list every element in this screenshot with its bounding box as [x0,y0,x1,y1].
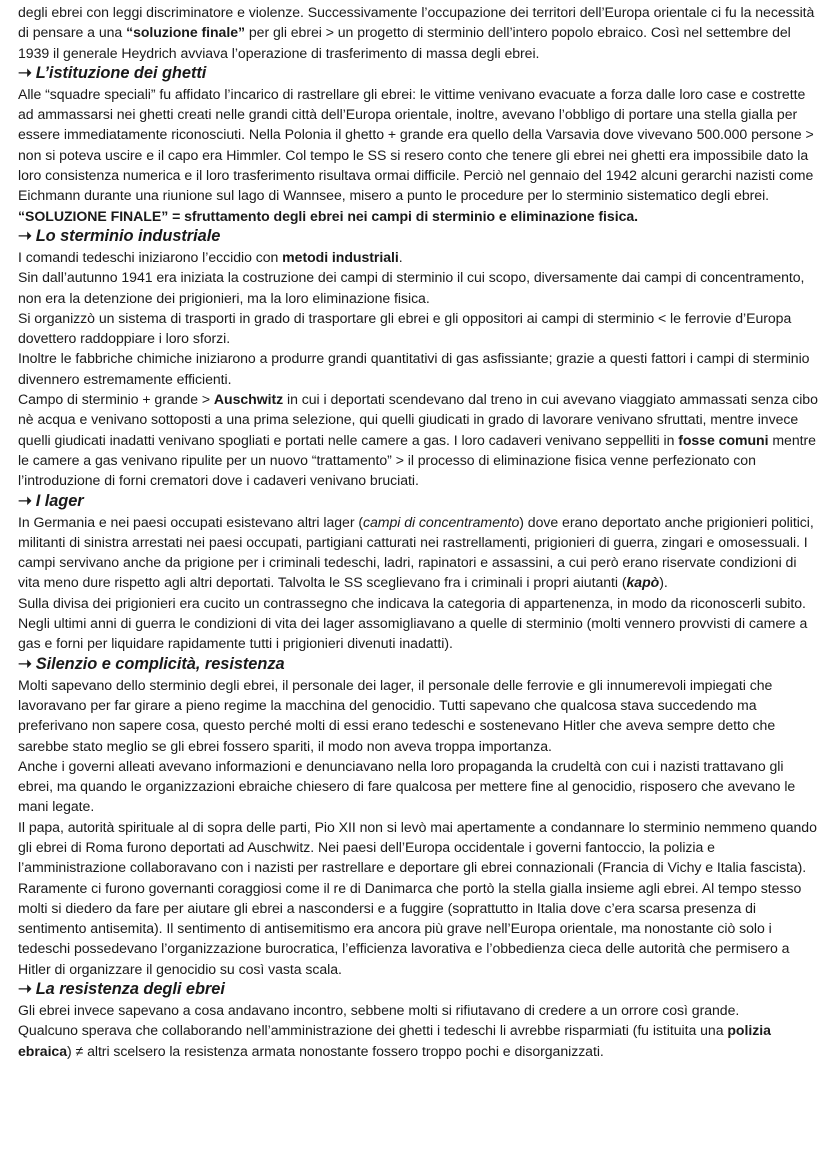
arrow-right-icon: ➝ [18,63,32,82]
lager-paragraph-1: In Germania e nei paesi occupati esistevano altri lager (campi di concentramento) dove erano deportato anche prigionieri politici, militanti di sinistra arrestati nei paesi occupati, partigiani catturati nei rastrellamenti, prigionieri di guerra, zingari e omosessuali. I campi servivano anche da prigione per i criminali tedeschi, ladri, rapinatori e assassini, a cui però erano riservate condizioni di vita meno dure rispetto agli altri deportati. Talvolta le SS sceglievano fra i criminali i propri aiutanti (kapò). [18,513,814,591]
resistenza-paragraph-1: Gli ebrei invece sapevano a cosa andavano incontro, sebbene molti si rifiutavano di credere a un orrore così grande. [18,1002,740,1019]
ghetti-paragraph: Alle “squadre speciali” fu affidato l’incarico di rastrellare gli ebrei: le vittime venivano evacuate a forza dalle loro case e costrette ad ammassarsi nei ghetti creati nelle grandi città dell’Europa orientale, inoltre, avevano l’obbligo di portare una stella gialla per essere immediatamente riconosciuti. Nella Polonia il ghetto + grande era quello della Varsavia dove vivevano 500.000 persone > non si poteva uscire e il capo era Himmler. Col tempo le SS si resero conto che tenere gli ebrei nei ghetti era impossibile dato la loro consistenza numerica e il loro trasferimento risultava ormai difficile. Perciò nel gennaio del 1942 alcuni gerarchi nazisti come Eichmann durante una riunione sul lago di Wannsee, misero a punto le procedure per lo sterminio sistematico degli ebrei. [18,85,814,204]
silenzio-paragraph-1: Molti sapevano dello sterminio degli ebrei, il personale dei lager, il personale delle ferrovie e gli innumerevoli impiegati che lavoravano per far girare a pieno regime la macchina del genocidio. Tutti sapevano che qualcosa stava succedendo ma preferivano non sapere cosa, questo perché molti di essi erano tedeschi e sostenevano Hitler che aveva sempre detto che sarebbe stato meglio se gli ebrei fossero spariti, il modo non aveva troppa importanza. [18,676,776,754]
section-heading-ghetti: ➝ L’istituzione dei ghetti [18,63,207,82]
sterminio-paragraph-5: Campo di sterminio + grande > Auschwitz in cui i deportati scendevano dal treno in cui avevano viaggiato ammassati senza cibo nè acqua e venivano sottoposti a una prima selezione, qui quelli giudicati in grado di lavorare venivano sfruttati, mentre invece quelli giudicati inadatti venivano spogliati e portati nelle camere a gas. I loro cadaveri venivano seppelliti in fosse comuni mentre le camere a gas venivano ripulite per un nuovo “trattamento” > il processo di eliminazione fisica venne perfezionato con l’introduzione di forni crematori dove i cadaveri venivano bruciati. [18,391,818,489]
intro-bold-term: “soluzione finale” [126,24,245,41]
section-heading-sterminio: ➝ Lo sterminio industriale [18,226,221,245]
arrow-right-icon: ➝ [18,491,32,510]
section-heading-lager: ➝ I lager [18,491,84,510]
sterminio-paragraph-2: Sin dall’autunno 1941 era iniziata la costruzione dei campi di sterminio il cui scopo, diversamente dai campi di concentramento, non era la detenzione dei prigionieri, ma la loro eliminazione fisica. [18,269,805,306]
soluzione-finale-definition: “SOLUZIONE FINALE” = sfruttamento degli ebrei nei campi di sterminio e eliminazione fisica. [18,207,639,224]
sterminio-paragraph-3: Si organizzò un sistema di trasporti in grado di trasportare gli ebrei e gli oppositori ai campi di sterminio < le ferrovie d’Europa dovettero raddoppiare i loro sforzi. [18,309,792,347]
arrow-right-icon: ➝ [18,226,32,245]
resistenza-paragraph-2: Qualcuno sperava che collaborando nell’amministrazione dei ghetti i tedeschi li avrebbe risparmiati (fu istituita una polizia ebraica) ≠ altri scelsero la resistenza armata nonostante fossero troppo pochi e disorganizzati. [18,1022,771,1059]
intro-paragraph: degli ebrei con leggi discriminatore e violenze. Successivamente l’occupazione dei territori dell’Europa orientale ci fu la necessità di pensare a una “soluzione finale” per gli ebrei > un progetto di sterminio dell’intero popolo ebraico. Così nel settembre del 1939 il generale Heydrich avviava l’operazione di trasferimento di massa degli ebrei. [18,4,815,61]
arrow-right-icon: ➝ [18,980,32,999]
section-heading-resistenza: ➝ La resistenza degli ebrei [18,980,225,999]
section-heading-silenzio: ➝ Silenzio e complicità, resistenza [18,654,285,673]
silenzio-paragraph-4: Raramente ci furono governanti coraggiosi come il re di Danimarca che portò la stella gialla insieme agli ebrei. Al tempo stesso molti si diedero da fare per aiutare gli ebrei a nascondersi e a fuggire (soprattutto in Italia dove c’era scarsa presenza di sentimento antisemita). Il sentimento di antisemitismo era ancora più grave nell’Europa orientale, ma nonostante ciò solo i tedeschi possedevano l’organizzazione burocratica, l’efficienza lavorativa e l’obbedienza cieca delle autorità che permisero a Hitler di organizzare il genocidio su così vasta scala. [18,879,802,977]
silenzio-paragraph-3: Il papa, autorità spirituale al di sopra delle parti, Pio XII non si levò mai apertamente a condannare lo sterminio nemmeno quando gli ebrei di Roma furono deportati ad Auschwitz. Nei paesi dell’Europa occidentale i governi fantoccio, la polizia e l’amministrazione collaboravano con i nazisti per rastrellare e deportare gli ebrei connazionali (Francia di Vichy e Italia fascista). [18,818,817,876]
lager-paragraph-2: Sulla divisa dei prigionieri era cucito un contrassegno che indicava la categoria di appartenenza, in modo da riconoscerli subito. Negli ultimi anni di guerra le condizioni di vita dei lager assomigliavano a quelle di sterminio (molti vennero provvisti di camere a gas e forni per liquidare rapidamente tutti i prigionieri divenuti inadatti). [18,594,808,652]
arrow-right-icon: ➝ [18,654,32,673]
silenzio-paragraph-2: Anche i governi alleati avevano informazioni e denunciavano nella loro propaganda la crudeltà con cui i nazisti trattavano gli ebrei, ma quando le organizzazioni ebraiche chiesero di fare qualcosa per mettere fine al genocidio, risposero che avevano le mani legate. [18,757,796,815]
sterminio-paragraph-4: Inoltre le fabbriche chimiche iniziarono a produrre grandi quantitativi di gas asfissiante; grazie a questi fattori i campi di sterminio divennero estremamente efficienti. [18,350,810,387]
sterminio-paragraph-1: I comandi tedeschi iniziarono l’eccidio con metodi industriali. [18,248,403,265]
